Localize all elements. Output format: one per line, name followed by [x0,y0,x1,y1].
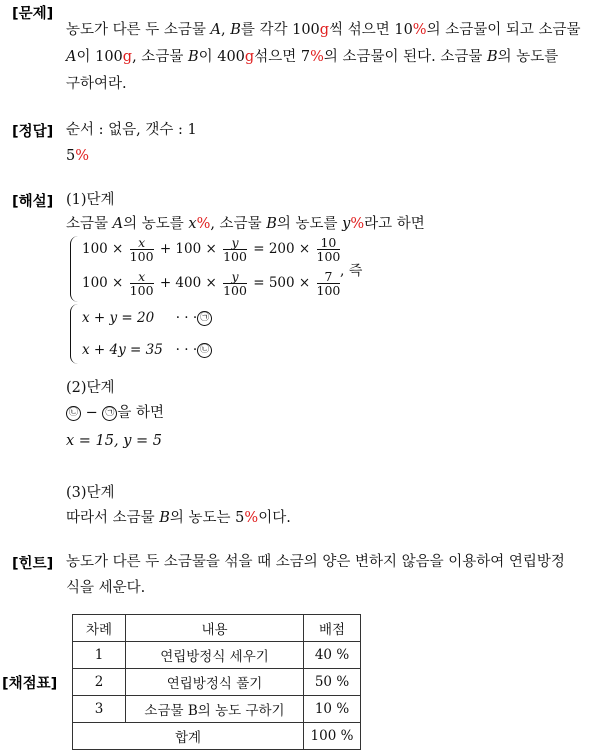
system-eq-2: x + 4y = 35 · · · ㉡ [82,342,212,358]
system-brace-2 [70,304,79,364]
step2-text: ㉡ − ㉠ 을 하면 [66,403,164,423]
answer-label: [정답] [12,124,54,140]
step3-label: (3)단계 [66,485,115,501]
table-row [73,696,361,723]
answer-value: 5% [66,148,90,164]
step2-label: (2)단계 [66,380,115,396]
zeuk-text: , 즉 [340,263,363,279]
rubric-total-row [73,723,361,750]
problem-line-3: 구하여라. [66,76,127,92]
rubric-header-score: 배점 [304,615,361,642]
table-row [73,669,361,696]
system-eq-1: x + y = 20 · · · ㉠ [82,310,212,326]
system-brace-1 [70,236,79,302]
conclusion: 따라서 소금물 B의 농도는 5%이다. [66,510,291,526]
rubric-cell: 2 [73,669,126,696]
solution-intro: 소금물 A의 농도를 x%, 소금물 B의 농도를 y%라고 하면 [66,216,425,232]
hint-line-2: 식을 세운다. [66,580,146,596]
hint-label: [힌트] [12,556,54,572]
equation-2: 100 × $\frac{x}{100}$ + 400 × $\frac{y}{100}$ = 500 × $\frac{7}{100}$ [82,269,341,298]
rubric-cell: 연립방정식 풀기 [126,669,304,696]
rubric-cell: 50 % [304,669,361,696]
rubric-cell: 1 [73,642,126,669]
rubric-total-value: 100 % [304,723,361,750]
rubric-table [72,614,361,750]
rubric-header-order: 차례 [73,615,126,642]
rubric-cell: 40 % [304,642,361,669]
problem-line-2: A이 100g, 소금물 B이 400g섞으면 7%의 소금물이 된다. 소금물 B의 농도를 [66,49,559,65]
rubric-cell: 연립방정식 세우기 [126,642,304,669]
equation-1: 100 × $\frac{x}{100}$ + 100 × $\frac{y}{100}$ = 200 × $\frac{10}{100}$ [82,235,341,264]
hint-line-1: 농도가 다른 두 소금물을 섞을 때 소금의 양은 변하지 않음을 이용하여 연립방정 [66,554,565,570]
rubric-header-content: 내용 [126,615,304,642]
rubric-cell: 소금물 B의 농도 구하기 [126,696,304,723]
circled-1-icon: ㉠ [102,406,117,421]
step1-label: (1)단계 [66,192,115,208]
answer-order: 순서 : 없음, 갯수 : 1 [66,122,197,138]
rubric-label: [채점표] [2,676,58,692]
solution-label: [해설] [12,194,54,210]
rubric-cell: 10 % [304,696,361,723]
rubric-cell: 3 [73,696,126,723]
circled-2-icon: ㉡ [197,343,212,358]
circled-2-icon: ㉡ [66,406,81,421]
table-row [73,642,361,669]
rubric-total-label: 합계 [73,723,304,750]
rubric-header-row [73,615,361,642]
problem-line-1: 농도가 다른 두 소금물 A, B를 각각 100g씩 섞으면 10%의 소금물이 되고 소금물 [66,22,581,38]
circled-1-icon: ㉠ [197,311,212,326]
step2-result: x = 15, y = 5 [66,433,162,449]
problem-label: [문제] [12,6,54,22]
